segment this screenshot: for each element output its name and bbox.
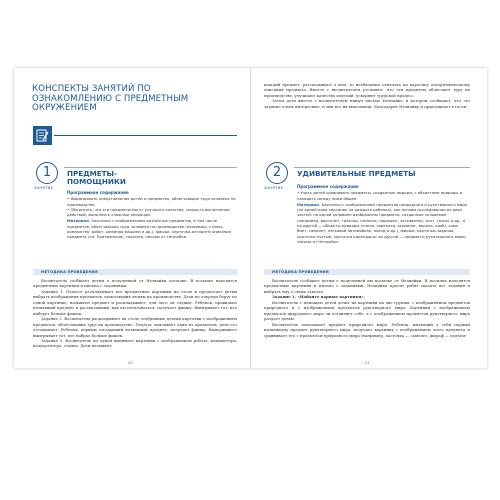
program-item: • Объяснять, что эти предметы могут улучшать качество, скорость выполнения действий, выполнять сложные операции. <box>67 206 230 218</box>
method-heading: МЕТОДИКА ПРОВЕДЕНИЯ <box>272 270 329 274</box>
program-heading: Программное содержание <box>67 190 129 195</box>
material-paragraph <box>297 202 469 244</box>
material-text: Картинки с изображением различных предметов, в том числе предметов, облегчающих труд человека на производстве (например, станок, компьютер, робот, швейная машина и др.), фишки, карточка-алгоритм описания предмета (см. Приложение), посылка, письмо от Незнайки. <box>67 218 231 240</box>
paragraph: Воспитатель с помощью детей делит их картинки на две группы: с изображением предметов природного и с изображением предметов рукотворного мира. Картинки с изображением предметов природного мира он оставляет себе, а с изображением предметов рукотворного мира раздает детям. <box>264 299 470 322</box>
paragraph: Воспитатель показывает предмет природного мира. Ребенок, имеющий у себя парный названному предмет рукотворного мира, получает картинку с изображением этого предмета и сравнивает его с предметом природного мира (например, ласточка — самолет, жираф — подъем- <box>264 321 470 338</box>
lesson-divider <box>64 167 237 168</box>
material-label: Материал. <box>297 201 321 207</box>
paragraph: каждый предмет, рассказывают о нем, то необходимо отмечать на карточку алгоритмическому описания предмета. Вместе с воспитателем уточняют, что эти предметы облегчают труд на производстве, улучшают качество изделий, ускоряют трудовой процесс. <box>264 82 470 98</box>
program-item: • Учить детей сравнивать предметы, созданные людьми, с объектами природы и находить между ними общее. <box>297 190 463 201</box>
program-block <box>297 184 469 244</box>
book-spread <box>14 68 487 368</box>
title-divider <box>54 135 237 136</box>
program-block <box>67 190 237 240</box>
page-number: 21 <box>365 360 370 365</box>
method-text <box>33 278 237 349</box>
lesson-title: УДИВИТЕЛЬНЫЕ ПРЕДМЕТЫ <box>297 169 416 178</box>
page-number: 20 <box>128 360 133 365</box>
paragraph: Задание 1. «Найдите парные картинки». <box>272 294 365 300</box>
lesson-number-badge: 1 <box>36 162 58 184</box>
paragraph: Задание 1. Педагог раскладывает все предметные картинки на столе и предлагает детям выбрать изображения предметов, помогающих людям на производстве. Дети по очереди берут по одной картинке, называют предмет и раскладывают, для чего он служит. Ребенок, правильно назвавший предмет и рассказавший, как им пользоваться, получает фишку. Выигрывает тот, кто наберет больше фишек. <box>33 288 237 316</box>
lesson-title: ПРЕДМЕТЫ-ПОМОЩНИКИ <box>67 169 126 187</box>
method-heading-bar <box>264 269 470 275</box>
chapter-title: КОНСПЕКТЫ ЗАНЯТИЙ ПО ОЗНАКОМЛЕНИЮ С ПРЕДМЕТНЫМ ОКРУЖЕНИЕМ <box>32 84 189 114</box>
paragraph: Задание 2. Воспитатель раскладывает на столе отобранные детьми карточки с изображением предметов, облегчающих труд на производстве. Педагог описывает один из предметов, дети его отгадывают. Ребенок, первым отгадавший названный предмет, получает фишку. Выдерживает выигрывает тот, кто набрал больше фишек. <box>33 316 237 338</box>
lesson-label: ЗАНЯТИЕ <box>34 186 54 190</box>
document-pencil-icon <box>33 126 52 145</box>
right-page <box>251 68 487 368</box>
lesson-number-badge: 2 <box>266 162 288 184</box>
material-paragraph <box>67 218 237 239</box>
method-text <box>264 278 470 338</box>
method-heading-bar <box>33 269 237 275</box>
program-item: • Формировать представления детей о предметах, облегчающих труд человека на производстве. <box>67 196 236 207</box>
lesson-divider <box>294 167 470 168</box>
paragraph: Задание 3. Воспитатель по одной вынимает картинки с изображением робота, компьютера, калькулятора, станка. Дети называют <box>33 337 237 349</box>
paragraph: Воспитатель сообщает детям о полученной от Незнайки посылке. В посылке находятся предметные картинки и письмо с заданиями. <box>33 278 237 289</box>
lesson-label: ЗАНЯТИЕ <box>264 186 284 190</box>
paragraph: Воспитатель сообщает детям о полученной им посылке от Незнайки. В посылке находятся предметные картинки и письмо с заданиями: Незнайка просит ребят сказать все задания и выбрать ему о своих ответах. <box>264 278 470 294</box>
material-label: Материал. <box>67 218 91 224</box>
left-page <box>14 68 250 368</box>
material-text: Картинки с изображением предметов природного и рукотворного мира (по одной паре картинок на каждого ребенка), как основы исследования их двух частей: на одной половине изображены предметы, созданные человеком (например, вертолет, трактор, пылесос, парашют, экскаватор, зонт, сачок) и др., а на другой — объекты природы (пчела, черепаха, осьминог, ворона, краб), сова, бинт, самолет, легковой автомобиль, поезд и др.), фишки, карточки-задания, карточки пустые; карточки карандашь: во другой — предметы рукотворного мира; письмо от Незнайки. <box>297 201 467 244</box>
paragraph: Затем дети вместе с воспитателем пишут письмо Незнайке, в котором сообщают, что это задание очень интересные, и они все их выполнили. Благодарят Незнайку и приглашают в гости. <box>264 98 470 109</box>
intro-text <box>264 82 470 109</box>
program-heading: Программное содержание <box>297 184 359 189</box>
method-heading: МЕТОДИКА ПРОВЕДЕНИЯ <box>41 270 98 274</box>
